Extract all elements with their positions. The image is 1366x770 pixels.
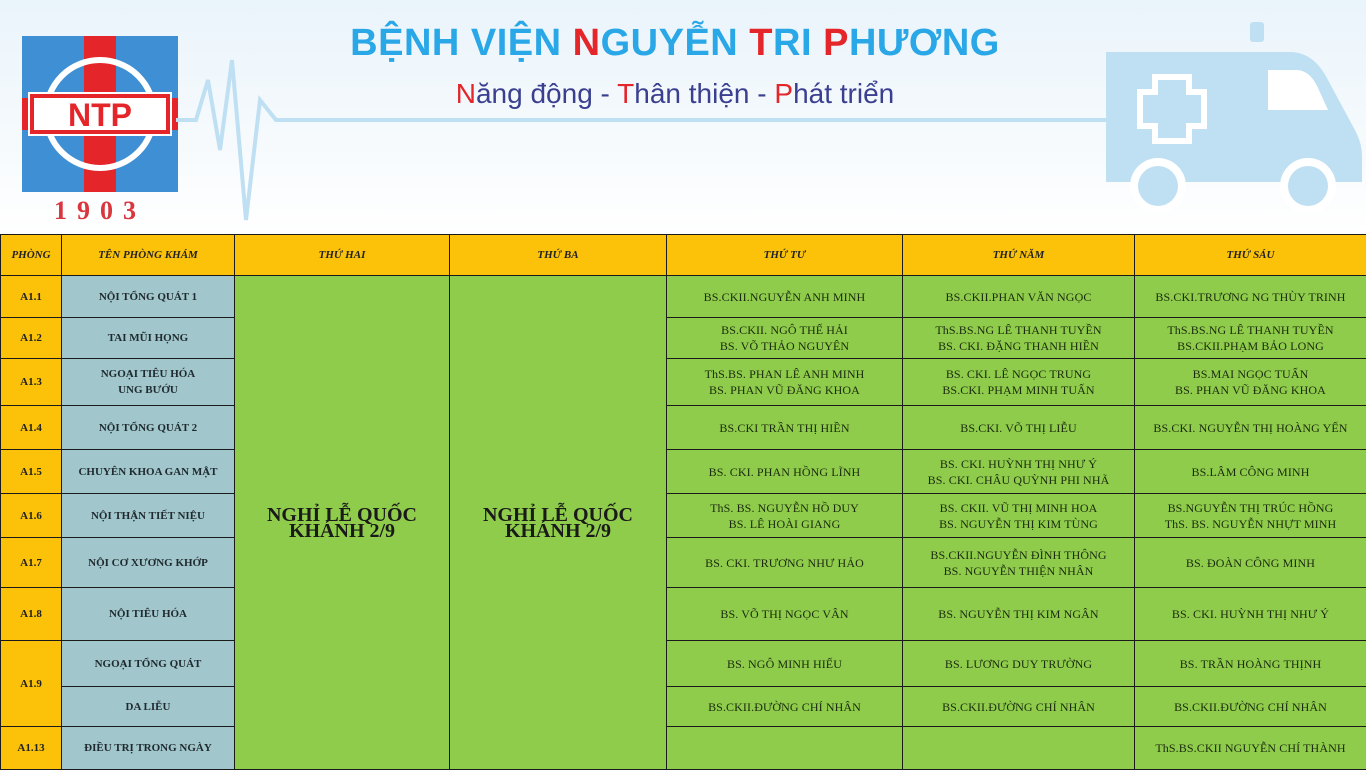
clinic-name: ĐIỀU TRỊ TRONG NGÀY bbox=[62, 727, 235, 770]
ntp-logo-icon bbox=[22, 36, 178, 192]
clinic-name: TAI MŨI HỌNG bbox=[62, 318, 235, 359]
wednesday-doctor: BS.CKII.NGUYỄN ANH MINH bbox=[667, 276, 903, 318]
clinic-name: NGOẠI TIÊU HÓA UNG BƯỚU bbox=[62, 359, 235, 406]
wednesday-doctor: ThS.BS. PHAN LÊ ANH MINH BS. PHAN VŨ ĐĂNG KHOA bbox=[667, 359, 903, 406]
wednesday-doctor: BS.CKII. NGÔ THẾ HẢI BS. VÕ THẢO NGUYÊN bbox=[667, 318, 903, 359]
logo-text: NTP bbox=[68, 97, 132, 133]
column-header-room: PHÒNG bbox=[1, 235, 62, 276]
room-number: A1.13 bbox=[1, 727, 62, 770]
column-header-thursday: THỨ NĂM bbox=[903, 235, 1135, 276]
clinic-name: NỘI TỔNG QUÁT 2 bbox=[62, 406, 235, 450]
room-number: A1.8 bbox=[1, 588, 62, 641]
table-row bbox=[1, 406, 1366, 450]
thursday-doctor: BS.CKII.PHAN VĂN NGỌC bbox=[903, 276, 1135, 318]
friday-doctor: BS.CKII.ĐƯỜNG CHÍ NHÂN bbox=[1135, 687, 1366, 727]
wednesday-doctor: BS. NGÔ MINH HIẾU bbox=[667, 641, 903, 687]
table-row bbox=[1, 687, 1366, 727]
logo-year: 1903 bbox=[22, 196, 178, 226]
monday-holiday-notice: NGHỈ LỄ QUỐC KHÁNH 2/9 bbox=[235, 276, 450, 770]
wednesday-doctor: BS. CKI. TRƯƠNG NHƯ HẢO bbox=[667, 538, 903, 588]
column-header-tuesday: THỨ BA bbox=[450, 235, 667, 276]
wednesday-doctor: BS. VÕ THỊ NGỌC VÂN bbox=[667, 588, 903, 641]
friday-doctor: BS.MAI NGỌC TUẤN BS. PHAN VŨ ĐĂNG KHOA bbox=[1135, 359, 1366, 406]
friday-doctor: ThS.BS.CKII NGUYỄN CHÍ THÀNH bbox=[1135, 727, 1366, 770]
friday-doctor: BS. ĐOÀN CÔNG MINH bbox=[1135, 538, 1366, 588]
table-row bbox=[1, 318, 1366, 359]
room-number: A1.6 bbox=[1, 494, 62, 538]
table-row bbox=[1, 727, 1366, 770]
column-header-monday: THỨ HAI bbox=[235, 235, 450, 276]
wednesday-doctor: BS.CKI TRẦN THỊ HIỀN bbox=[667, 406, 903, 450]
clinic-name: CHUYÊN KHOA GAN MẬT bbox=[62, 450, 235, 494]
thursday-doctor: BS. CKI. HUỲNH THỊ NHƯ Ý BS. CKI. CHÂU QUỲNH PHI NHÃ bbox=[903, 450, 1135, 494]
friday-doctor: BS. CKI. HUỲNH THỊ NHƯ Ý bbox=[1135, 588, 1366, 641]
thursday-doctor: BS.CKI. VÕ THỊ LIỄU bbox=[903, 406, 1135, 450]
ambulance-icon bbox=[1100, 22, 1366, 212]
thursday-doctor: BS.CKII.ĐƯỜNG CHÍ NHÂN bbox=[903, 687, 1135, 727]
room-number: A1.2 bbox=[1, 318, 62, 359]
hospital-name: BỆNH VIỆN NGUYỄN TRI PHƯƠNG bbox=[340, 22, 1010, 65]
column-header-wednesday: THỨ TƯ bbox=[667, 235, 903, 276]
room-number: A1.3 bbox=[1, 359, 62, 406]
thursday-doctor: ThS.BS.NG LÊ THANH TUYỀN BS. CKI. ĐẶNG THANH HIỀN bbox=[903, 318, 1135, 359]
wednesday-doctor: BS.CKII.ĐƯỜNG CHÍ NHÂN bbox=[667, 687, 903, 727]
clinic-name: NGOẠI TỔNG QUÁT bbox=[62, 641, 235, 687]
table-row bbox=[1, 450, 1366, 494]
thursday-doctor: BS. LƯƠNG DUY TRƯỜNG bbox=[903, 641, 1135, 687]
table-row bbox=[1, 538, 1366, 588]
column-header-clinic: TÊN PHÒNG KHÁM bbox=[62, 235, 235, 276]
room-number: A1.9 bbox=[1, 641, 62, 727]
room-number: A1.1 bbox=[1, 276, 62, 318]
friday-doctor: BS. TRẦN HOÀNG THỊNH bbox=[1135, 641, 1366, 687]
friday-doctor: BS.LÂM CÔNG MINH bbox=[1135, 450, 1366, 494]
room-number: A1.5 bbox=[1, 450, 62, 494]
heartbeat-line-icon bbox=[176, 40, 1116, 230]
clinic-name: NỘI TỔNG QUÁT 1 bbox=[62, 276, 235, 318]
tuesday-holiday-notice: NGHỈ LỄ QUỐC KHÁNH 2/9 bbox=[450, 276, 667, 770]
friday-doctor: BS.CKI.TRƯƠNG NG THÙY TRINH bbox=[1135, 276, 1366, 318]
wednesday-doctor: ThS. BS. NGUYỄN HỒ DUY BS. LÊ HOÀI GIANG bbox=[667, 494, 903, 538]
friday-doctor: BS.NGUYỄN THỊ TRÚC HỒNG ThS. BS. NGUYỄN NHỰT MINH bbox=[1135, 494, 1366, 538]
clinic-schedule-table bbox=[0, 234, 1366, 770]
table-row bbox=[1, 641, 1366, 687]
clinic-name: NỘI TIÊU HÓA bbox=[62, 588, 235, 641]
friday-doctor: BS.CKI. NGUYỄN THỊ HOÀNG YẾN bbox=[1135, 406, 1366, 450]
thursday-doctor: BS. CKI. LÊ NGỌC TRUNG BS.CKI. PHẠM MINH TUẤN bbox=[903, 359, 1135, 406]
table-row bbox=[1, 359, 1366, 406]
room-number: A1.7 bbox=[1, 538, 62, 588]
wednesday-doctor bbox=[667, 727, 903, 770]
thursday-doctor: BS. NGUYỄN THỊ KIM NGÂN bbox=[903, 588, 1135, 641]
thursday-doctor: BS.CKII.NGUYỄN ĐÌNH THÔNG BS. NGUYỄN THIỆN NHÂN bbox=[903, 538, 1135, 588]
table-header-row bbox=[1, 235, 1366, 276]
table-row bbox=[1, 276, 1366, 318]
table-row bbox=[1, 494, 1366, 538]
clinic-name: DA LIỄU bbox=[62, 687, 235, 727]
clinic-name: NỘI CƠ XƯƠNG KHỚP bbox=[62, 538, 235, 588]
hospital-slogan: Năng động - Thân thiện - Phát triển bbox=[340, 78, 1010, 110]
wednesday-doctor: BS. CKI. PHAN HỒNG LĨNH bbox=[667, 450, 903, 494]
friday-doctor: ThS.BS.NG LÊ THANH TUYỀN BS.CKII.PHẠM BẢO LONG bbox=[1135, 318, 1366, 359]
thursday-doctor: BS. CKII. VŨ THỊ MINH HOA BS. NGUYỄN THỊ KIM TÙNG bbox=[903, 494, 1135, 538]
hospital-banner bbox=[0, 0, 1366, 234]
clinic-name: NỘI THẬN TIẾT NIỆU bbox=[62, 494, 235, 538]
thursday-doctor bbox=[903, 727, 1135, 770]
table-row bbox=[1, 588, 1366, 641]
room-number: A1.4 bbox=[1, 406, 62, 450]
column-header-friday: THỨ SÁU bbox=[1135, 235, 1366, 276]
